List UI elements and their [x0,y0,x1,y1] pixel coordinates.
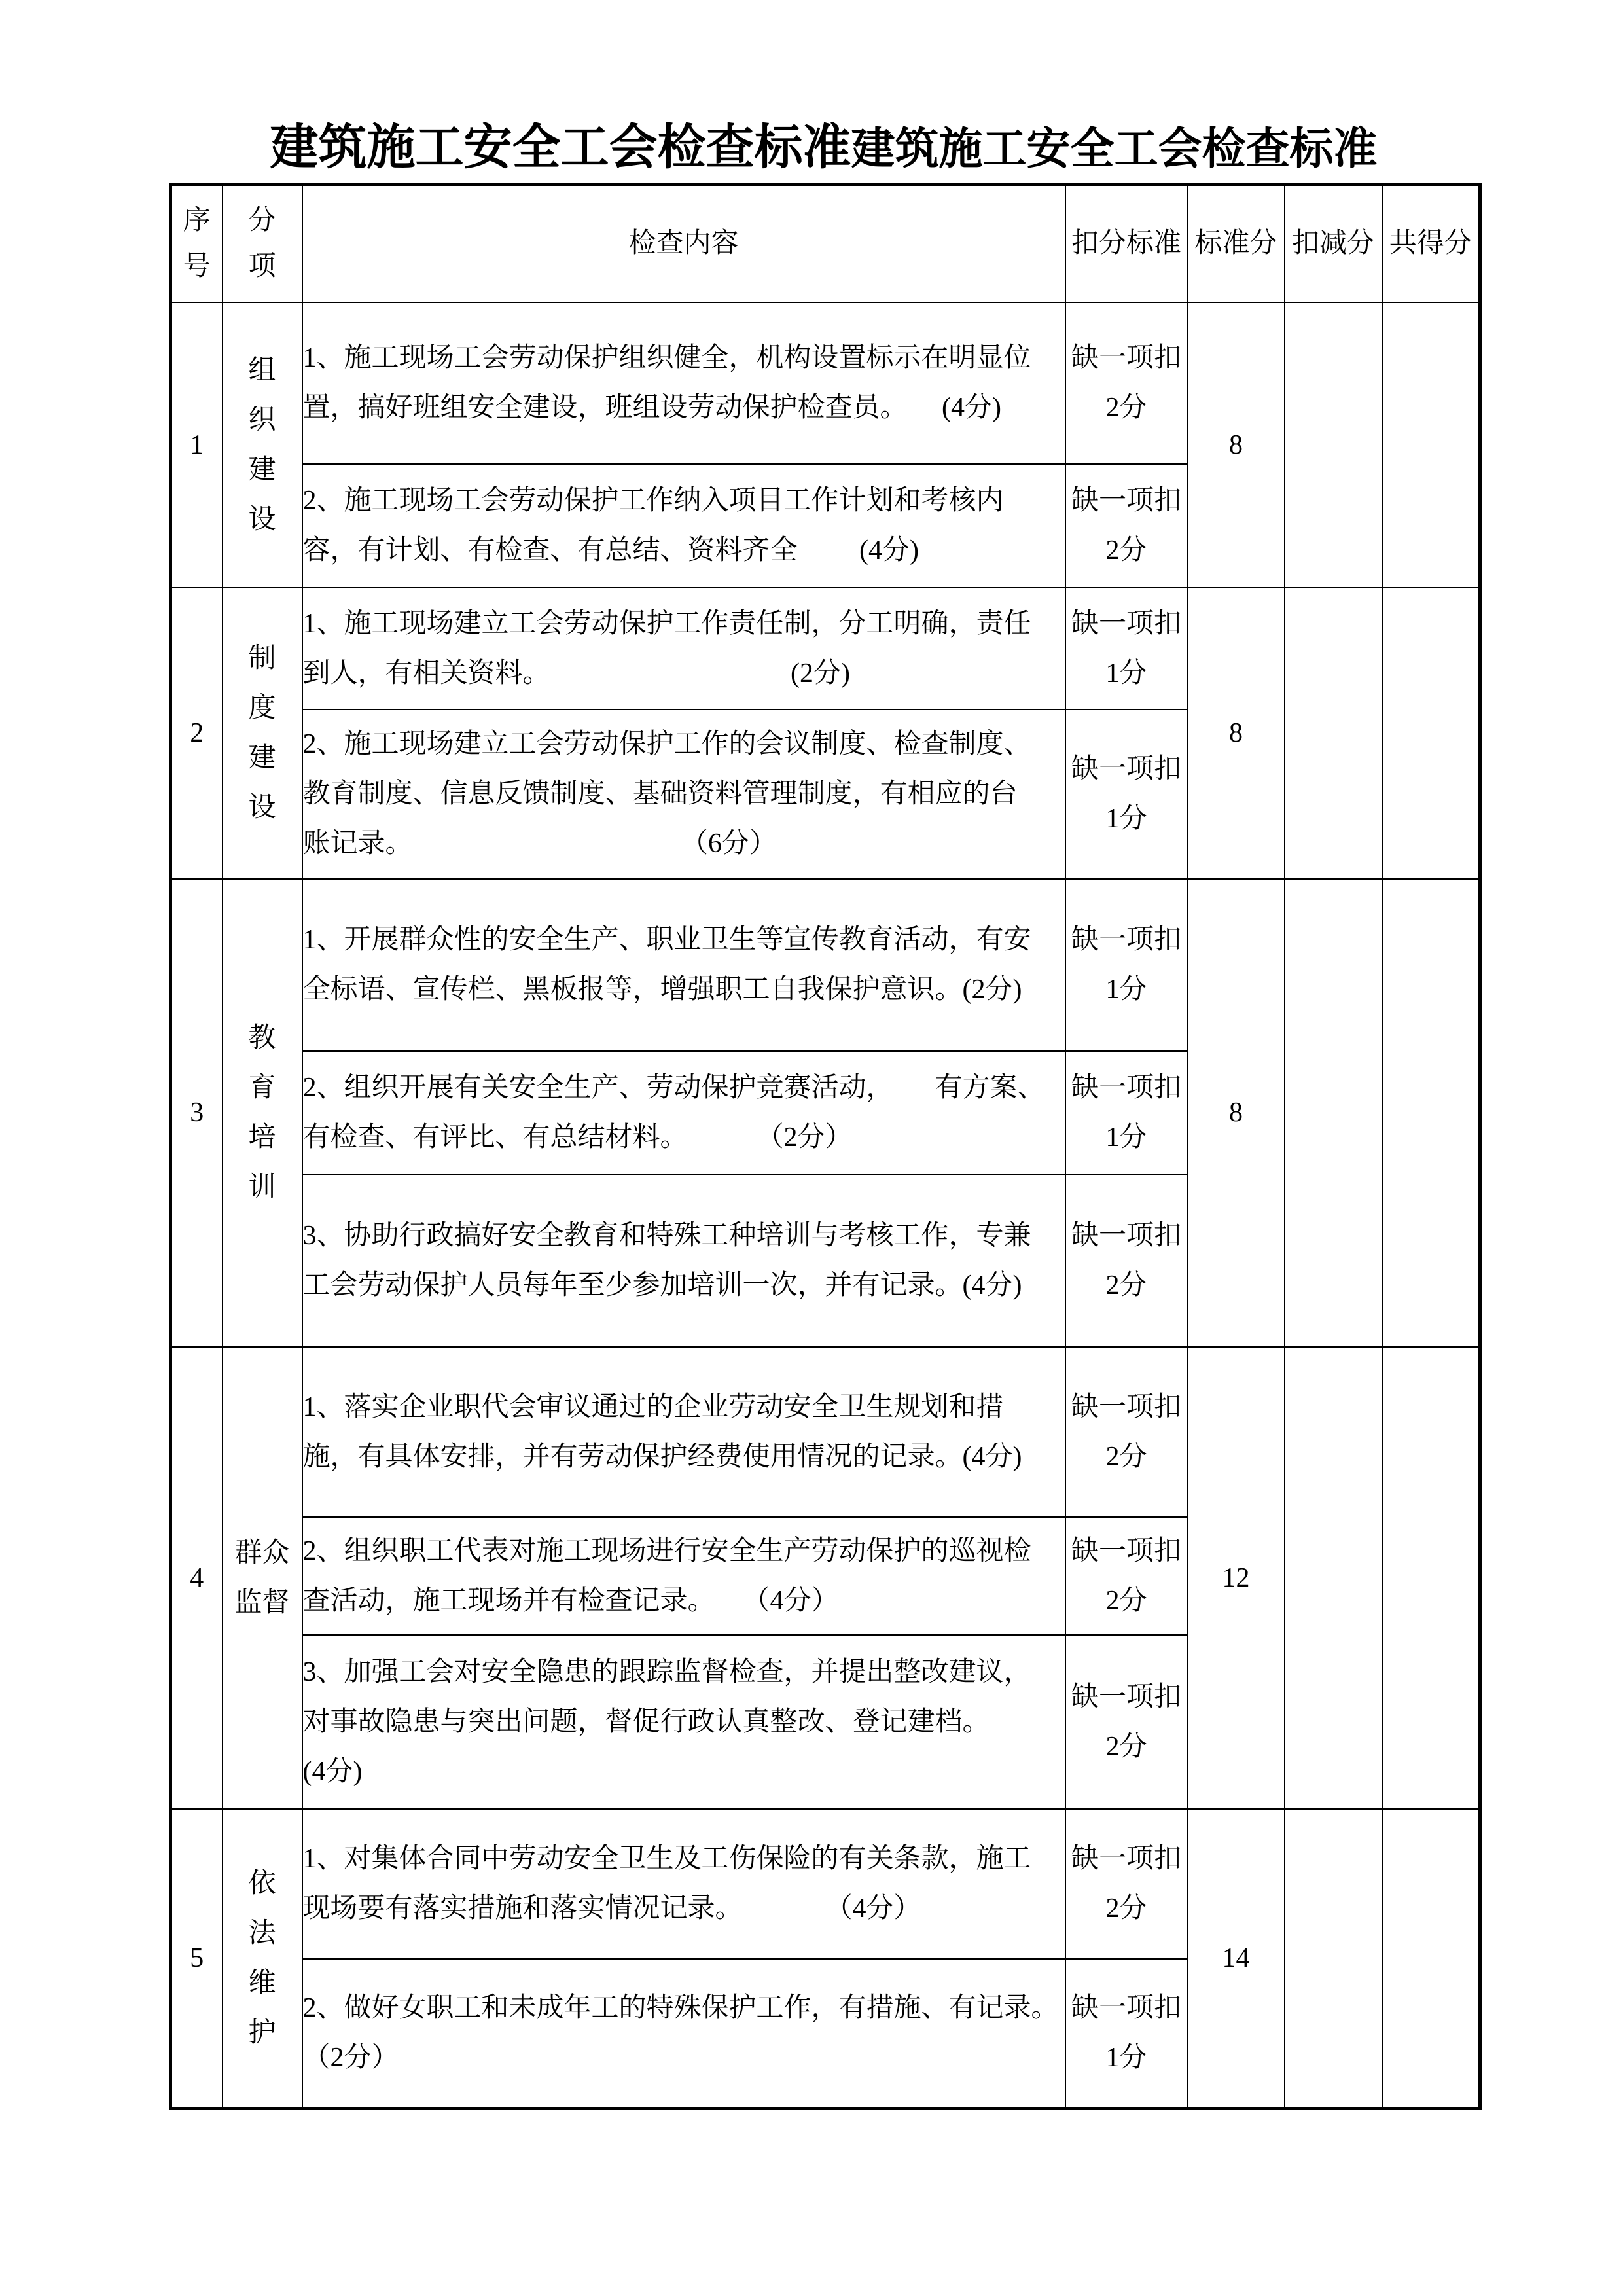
section-category [223,588,302,879]
deduction-rule-line: 2分 [1105,1270,1147,1300]
check-item-line: 工会劳动保护人员每年至少参加培训一次，并有记录。(4分) [302,1270,1022,1300]
deducted-score-cell [1285,879,1382,1347]
document-title [169,115,1478,180]
standard-score-text: 12 [1222,1562,1250,1593]
title-part-2: 建筑施工安全工会检查标准 [851,125,1378,173]
standard-score [1188,302,1285,588]
deduction-rule-line: 1分 [1105,1122,1147,1153]
section-number [171,1347,223,1809]
deduction-rule-line: 2分 [1105,1441,1147,1472]
section-category [223,302,302,588]
header-content [302,185,1065,302]
check-item [302,1635,1065,1809]
deduction-rule-line: 2分 [1105,1893,1147,1924]
section-3-row-1 [171,879,1480,1051]
standard-score [1188,1809,1285,2109]
section-number-text: 3 [190,1098,204,1128]
header-deducted [1285,185,1382,302]
deduction-rule-line: 2分 [1105,393,1147,423]
deduction-rule [1065,464,1188,588]
check-item-line: 1、落实企业职代会审议通过的企业劳动安全卫生规划和措 [302,1391,1004,1422]
check-item-line: 2、施工现场工会劳动保护工作纳入项目工作计划和考核内 [302,486,1004,516]
check-item [302,302,1065,464]
deduction-rule-line: 缺一项扣 [1071,1391,1181,1422]
standard-score-text: 8 [1229,1098,1243,1128]
check-item [302,1347,1065,1517]
section-number [171,1809,223,2109]
check-item-line: 2、做好女职工和未成年工的特殊保护工作，有措施、有记录。 [302,1993,1059,2024]
section-number [171,302,223,588]
deduction-rule-line: 缺一项扣 [1071,1073,1181,1103]
section-number-text: 2 [190,718,204,748]
deducted-score-cell [1285,302,1382,588]
section-category-text: 群众监督 [234,1537,290,1618]
check-item-line: 1、对集体合同中劳动安全卫生及工伤保险的有关条款，施工 [302,1844,1031,1874]
header-total [1382,185,1480,302]
check-item-line: 对事故隐患与突出问题，督促行政认真整改、登记建档。 [302,1706,990,1737]
title-part-1: 建筑施工安全工会检查标准 [270,119,851,175]
deducted-score-cell [1285,588,1382,879]
total-score-cell [1382,588,1480,879]
standard-score-text: 8 [1229,429,1243,460]
deduction-rule [1065,709,1188,879]
check-item [302,879,1065,1051]
check-item-line: （2分） [302,2043,399,2073]
check-item-line: 2、组织开展有关安全生产、劳动保护竞赛活动， 有方案、 [302,1073,1045,1103]
check-item-line: 1、施工现场建立工会劳动保护工作责任制，分工明确，责任 [302,608,1031,639]
section-category-text: 制度建设 [248,643,276,823]
section-number-text: 4 [190,1562,204,1593]
deduction-rule [1065,1959,1188,2109]
check-item-line: 1、开展群众性的安全生产、职业卫生等宣传教育活动，有安 [302,925,1031,955]
inspection-standard-table [169,183,1482,2110]
check-item [302,1517,1065,1635]
check-item-line: 全标语、宣传栏、黑板报等，增强职工自我保护意识。(2分) [302,975,1022,1005]
header-no-text: 序号 [183,206,211,282]
header-deduction [1065,185,1188,302]
header-category-text: 分项 [248,206,276,282]
check-item-line: 置，搞好班组安全建设，班组设劳动保护检查员。 (4分) [302,393,1001,423]
standard-score-text: 14 [1222,1943,1250,1973]
deduction-rule-line: 缺一项扣 [1071,1221,1181,1251]
section-number [171,588,223,879]
check-item-line: 到人，有相关资料。 (2分) [302,658,850,689]
deduction-rule [1065,1175,1188,1347]
total-score-cell [1382,302,1480,588]
check-item-line: 3、协助行政搞好安全教育和特殊工种培训与考核工作，专兼 [302,1221,1031,1251]
deduction-rule [1065,1809,1188,1959]
deduction-rule-line: 缺一项扣 [1071,1681,1181,1712]
check-item [302,464,1065,588]
section-category-text: 教育培训 [248,1023,276,1202]
total-score-cell [1382,879,1480,1347]
header-no [171,185,223,302]
check-item [302,1959,1065,2109]
deduction-rule-line: 缺一项扣 [1071,1535,1181,1566]
deduction-rule-line: 缺一项扣 [1071,754,1181,784]
section-number-text: 5 [190,1943,204,1973]
section-2-row-1 [171,588,1480,709]
deduction-rule [1065,302,1188,464]
deduction-rule-line: 缺一项扣 [1071,925,1181,955]
section-number [171,879,223,1347]
check-item-line: 容，有计划、有检查、有总结、资料齐全 (4分) [302,535,919,565]
section-category-text: 组织建设 [248,355,276,535]
check-item [302,1051,1065,1175]
deduction-rule-line: 2分 [1105,535,1147,565]
check-item [302,588,1065,709]
deduction-rule-line: 缺一项扣 [1071,343,1181,373]
deduction-rule-line: 缺一项扣 [1071,1993,1181,2024]
header-row [171,185,1480,302]
section-category [223,879,302,1347]
deduction-rule [1065,1635,1188,1809]
deduction-rule [1065,588,1188,709]
total-score-cell [1382,1347,1480,1809]
check-item-line: 施，有具体安排，并有劳动保护经费使用情况的记录。(4分) [302,1441,1022,1472]
header-category [223,185,302,302]
deducted-score-cell [1285,1347,1382,1809]
deduction-rule-line: 缺一项扣 [1071,1844,1181,1874]
deduction-rule-line: 1分 [1105,804,1147,834]
check-item-line: 查活动，施工现场并有检查记录。 （4分） [302,1585,839,1616]
deduction-rule-line: 2分 [1105,1585,1147,1616]
standard-score [1188,879,1285,1347]
standard-score [1188,1347,1285,1809]
deduction-rule-line: 1分 [1105,975,1147,1005]
header-total-text: 共得分 [1389,228,1472,259]
header-standard-text: 标准分 [1194,228,1277,259]
section-5-row-1 [171,1809,1480,1959]
section-1-row-1 [171,302,1480,464]
check-item-line: 有检查、有评比、有总结材料。 （2分） [302,1122,853,1153]
total-score-cell [1382,1809,1480,2109]
check-item-line: 2、施工现场建立工会劳动保护工作的会议制度、检查制度、 [302,729,1031,759]
section-category [223,1347,302,1809]
check-item-line: 2、组织职工代表对施工现场进行安全生产劳动保护的巡视检 [302,1535,1031,1566]
deducted-score-cell [1285,1809,1382,2109]
section-category-text: 依法维护 [248,1868,276,2048]
check-item-line: 账记录。 （6分） [302,829,777,859]
check-item-line: 教育制度、信息反馈制度、基础资料管理制度，有相应的台 [302,779,1018,809]
deduction-rule-line: 缺一项扣 [1071,608,1181,639]
check-item-line: 1、施工现场工会劳动保护组织健全，机构设置标示在明显位 [302,343,1031,373]
check-item-line: 3、加强工会对安全隐患的跟踪监督检查，并提出整改建议， [302,1657,1031,1687]
header-content-text: 检查内容 [628,228,739,259]
deduction-rule [1065,1517,1188,1635]
deduction-rule [1065,1347,1188,1517]
check-item [302,709,1065,879]
standard-score [1188,588,1285,879]
standard-score-text: 8 [1229,718,1243,748]
check-item [302,1809,1065,1959]
check-item [302,1175,1065,1347]
section-4-row-1 [171,1347,1480,1517]
deduction-rule-line: 1分 [1105,658,1147,689]
deduction-rule [1065,879,1188,1051]
deduction-rule [1065,1051,1188,1175]
header-deduction-text: 扣分标准 [1071,228,1181,259]
check-item-line: (4分) [302,1756,363,1787]
section-category [223,1809,302,2109]
deduction-rule-line: 2分 [1105,1731,1147,1762]
check-item-line: 现场要有落实措施和落实情况记录。 （4分） [302,1893,921,1924]
header-deducted-text: 扣减分 [1291,228,1374,259]
deduction-rule-line: 1分 [1105,2043,1147,2073]
section-number-text: 1 [190,429,204,460]
header-standard [1188,185,1285,302]
deduction-rule-line: 缺一项扣 [1071,486,1181,516]
